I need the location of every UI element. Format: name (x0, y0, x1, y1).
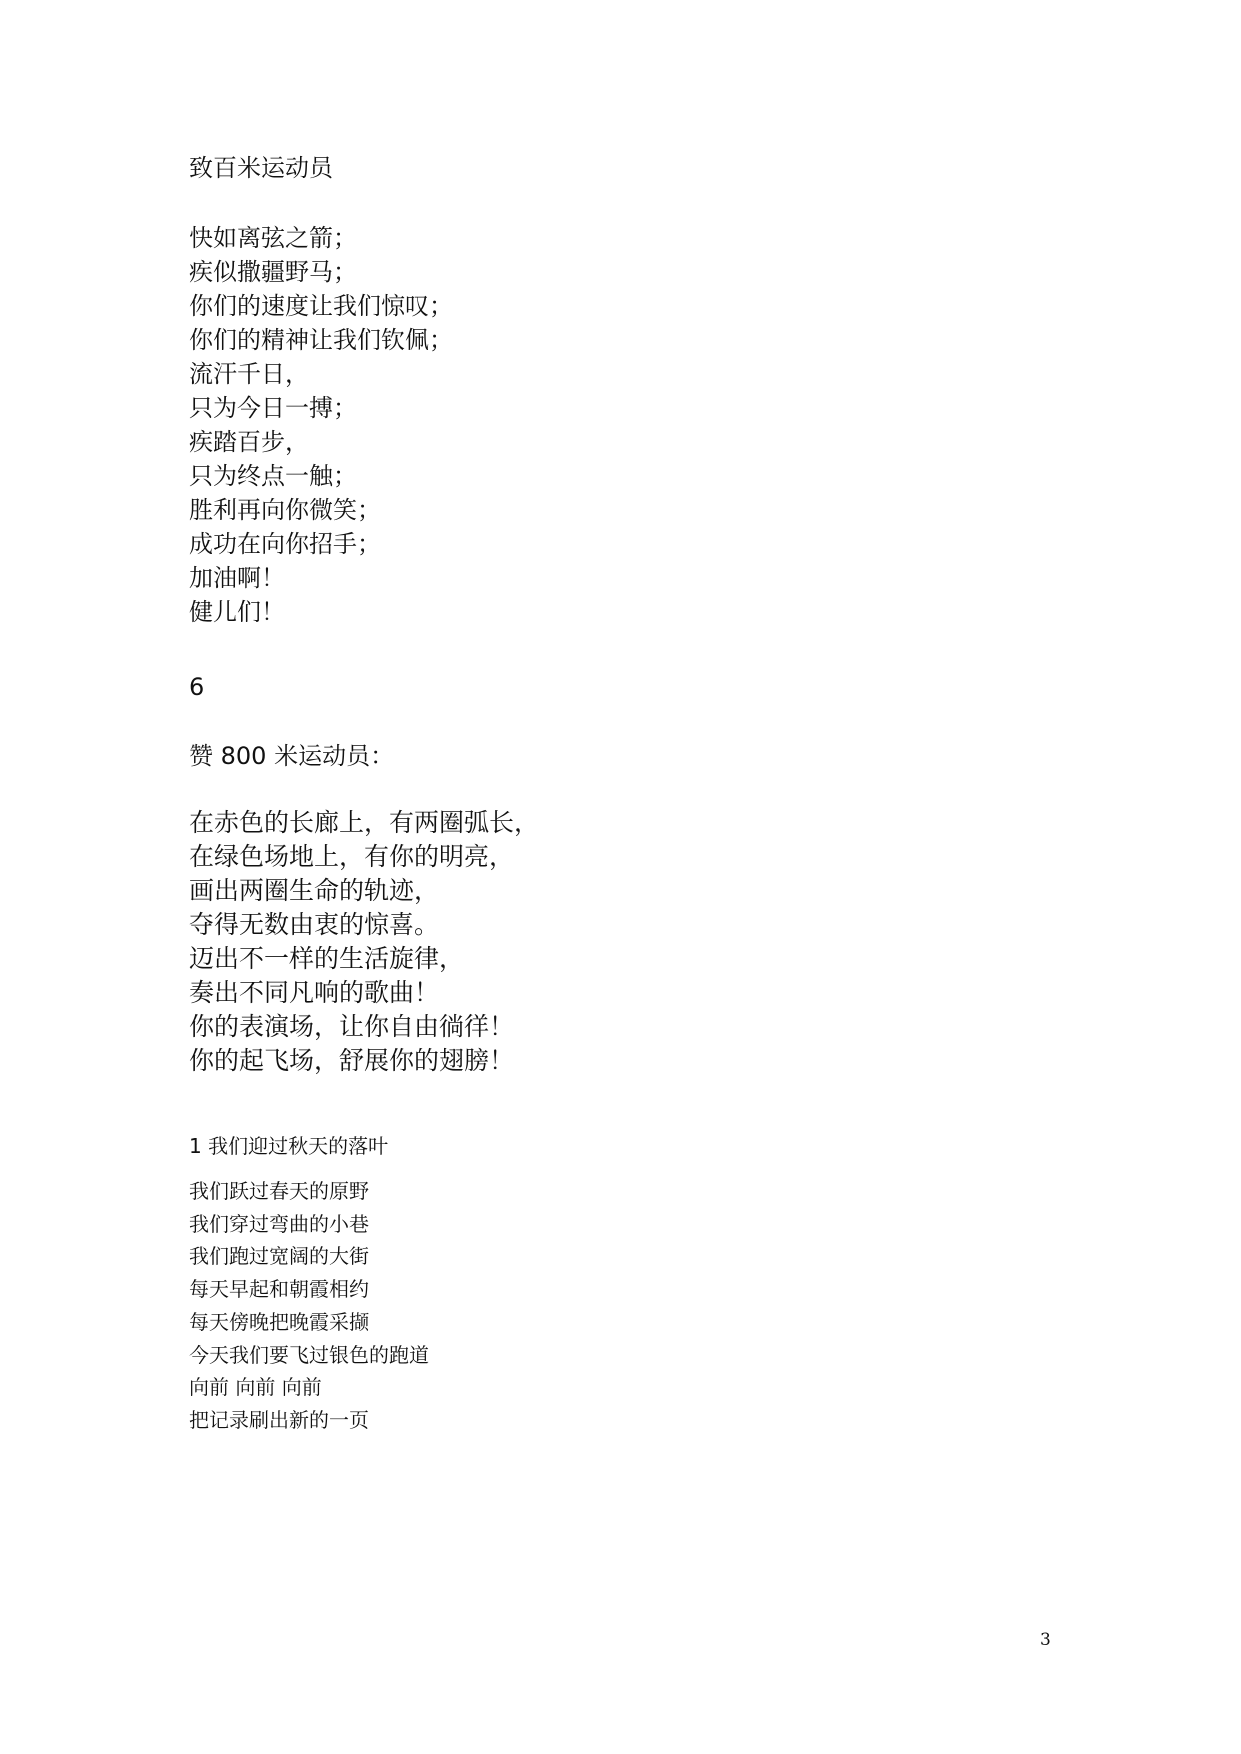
page-number: 3 (1040, 1630, 1051, 1650)
poem-line: 胜利再向你微笑； (189, 496, 381, 524)
poem-line: 每天傍晚把晚霞采撷 (189, 1309, 369, 1334)
poem-line: 每天早起和朝霞相约 (189, 1277, 369, 1302)
poem1-body (189, 221, 453, 629)
poem-line: 迈出不一样的生活旋律， (189, 944, 465, 973)
poem-line: 奏出不同凡响的歌曲！ (189, 978, 440, 1007)
poem-line: 我们穿过弯曲的小巷 (189, 1211, 369, 1236)
poem2-body (189, 806, 539, 1078)
poem-line: 只为今日一搏； (189, 394, 357, 422)
poem-line: 疾踏百步， (189, 428, 309, 456)
poem-line: 画出两圈生命的轨迹， (189, 876, 440, 905)
poem3-title: 1 我们迎过秋天的落叶 (189, 1134, 389, 1158)
poem-line: 成功在向你招手； (189, 530, 381, 558)
poem-line: 加油啊！ (189, 564, 285, 592)
poem-line: 只为终点一触； (189, 462, 357, 490)
poem1-title: 致百米运动员 (189, 154, 333, 182)
poem-line: 我们跑过宽阔的大街 (189, 1244, 369, 1269)
poem-line: 我们跃过春天的原野 (189, 1179, 369, 1203)
poem2-title: 赞 800 米运动员： (189, 742, 395, 770)
poem-line: 夺得无数由衷的惊喜。 (189, 910, 440, 939)
poem-line: 疾似撒疆野马； (189, 258, 357, 286)
poem-line: 在赤色的长廊上，有两圈弧长， (189, 808, 540, 837)
section-number: 6 (189, 673, 205, 701)
poem-line: 你们的速度让我们惊叹； (189, 292, 453, 320)
poem3-body (189, 1175, 429, 1437)
poem-line: 在绿色场地上，有你的明亮， (189, 842, 515, 871)
poem-line: 你的起飞场，舒展你的翅膀！ (189, 1046, 515, 1075)
poem-line: 向前 向前 向前 (189, 1375, 322, 1400)
poem-line: 流汗千日， (189, 360, 309, 388)
poem-line: 快如离弦之箭； (189, 224, 357, 252)
poem-line: 今天我们要飞过银色的跑道 (189, 1342, 429, 1367)
poem-line: 健儿们！ (189, 598, 285, 626)
poem-line: 你们的精神让我们钦佩； (189, 326, 453, 354)
poem-line: 你的表演场，让你自由徜徉！ (189, 1012, 515, 1041)
poem-line: 把记录刷出新的一页 (189, 1407, 369, 1432)
